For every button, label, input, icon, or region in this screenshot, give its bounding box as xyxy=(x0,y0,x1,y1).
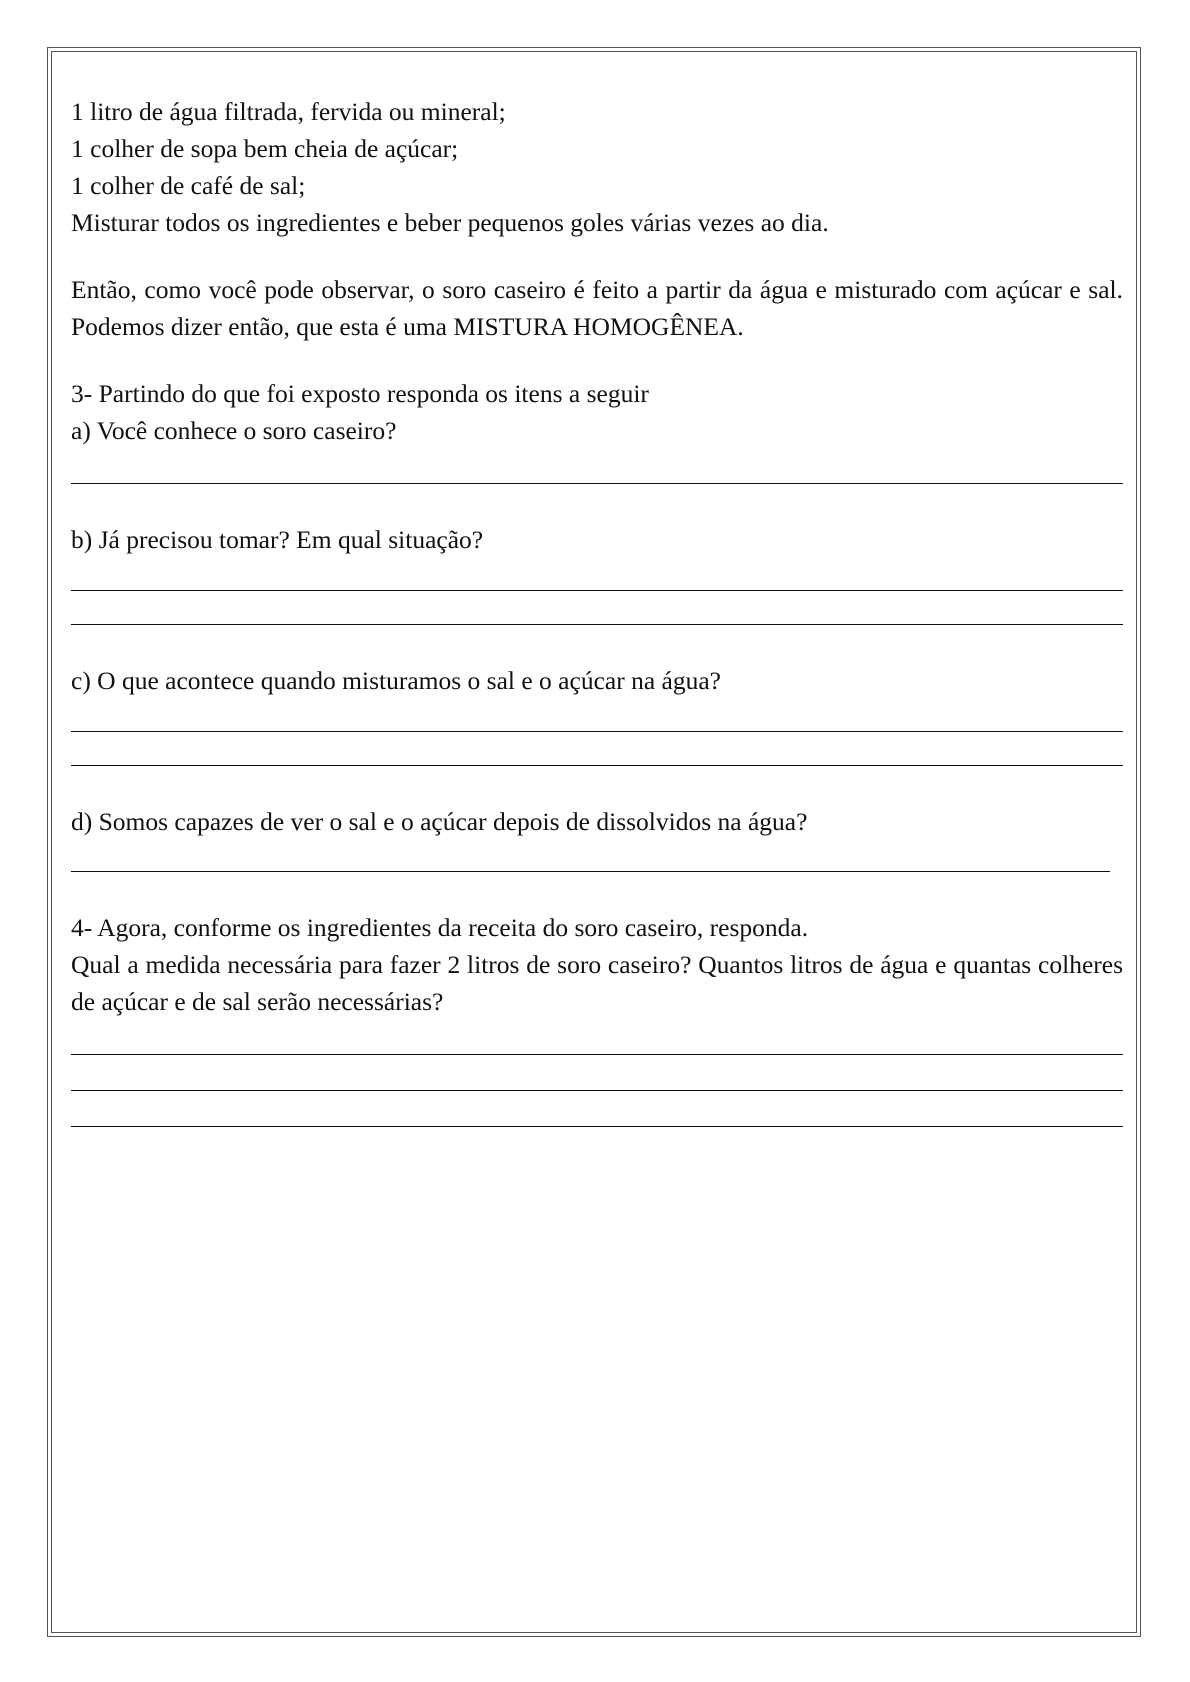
recipe-item: 1 litro de água filtrada, fervida ou mineral; xyxy=(71,97,506,126)
answer-line-3c-2[interactable] xyxy=(71,732,1123,766)
answer-line-3b-2[interactable] xyxy=(71,591,1123,625)
question-3 xyxy=(71,375,1123,872)
explanation-paragraph: Então, como você pode observar, o soro caseiro é feito a partir da água e misturado com açúcar e sal. Podemos dizer então, que esta é uma MISTURA HOMOGÊNEA. xyxy=(71,275,1123,341)
answer-line-4-1[interactable] xyxy=(71,1020,1123,1055)
answer-line-3c-1[interactable] xyxy=(71,699,1123,732)
answer-line-3a-1[interactable] xyxy=(71,447,1123,484)
recipe-item: 1 colher de sopa bem cheia de açúcar; xyxy=(71,134,459,163)
worksheet-content xyxy=(71,93,1123,1127)
answer-line-4-3[interactable] xyxy=(71,1091,1123,1127)
question-3d-prompt: d) Somos capazes de ver o sal e o açúcar depois de dissolvidos na água? xyxy=(71,807,808,836)
recipe-instructions: Misturar todos os ingredientes e beber pequenos goles várias vezes ao dia. xyxy=(71,208,829,237)
answer-line-3d-1[interactable] xyxy=(71,840,1110,872)
recipe-item: 1 colher de café de sal; xyxy=(71,171,306,200)
answer-line-3b-1[interactable] xyxy=(71,558,1123,591)
answer-line-4-2[interactable] xyxy=(71,1055,1123,1091)
question-3-title: 3- Partindo do que foi exposto responda os itens a seguir xyxy=(71,379,649,408)
question-3b-prompt: b) Já precisou tomar? Em qual situação? xyxy=(71,525,484,554)
question-4-text: Qual a medida necessária para fazer 2 litros de soro caseiro? Quantos litros de água e quantas colheres de açúcar e de sal serão necessárias? xyxy=(71,950,1123,1016)
question-3c-prompt: c) O que acontece quando misturamos o sal e o açúcar na água? xyxy=(71,666,721,695)
question-4-title: 4- Agora, conforme os ingredientes da receita do soro caseiro, responda. xyxy=(71,913,809,942)
recipe-list xyxy=(71,93,1123,241)
question-4 xyxy=(71,909,1123,1127)
question-3a-prompt: a) Você conhece o soro caseiro? xyxy=(71,416,397,445)
